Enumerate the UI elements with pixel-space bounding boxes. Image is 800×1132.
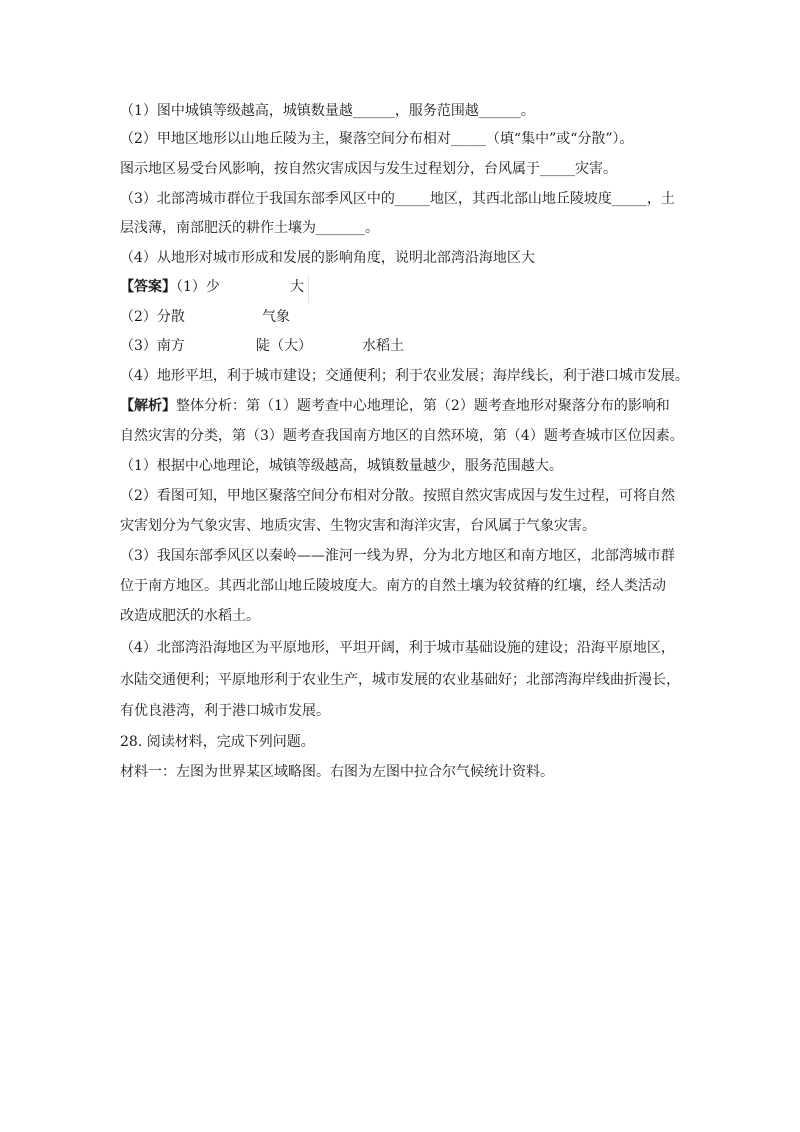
question-line-3: 图示地区易受台风影响，按自然灾害成因与发生过程划分，台风属于_____灾害。 bbox=[120, 161, 617, 177]
analysis-line: 自然灾害的分类，第（3）题考查我国南方地区的自然环境，第（4）题考查城市区位因素。 bbox=[120, 428, 684, 444]
answer-1-a: （1）少 bbox=[176, 279, 220, 295]
analysis-line: （1）根据中心地理论，城镇等级越高，城镇数量越少，服务范围越大。 bbox=[120, 458, 563, 474]
analysis-line: 有优良港湾，利于港口城市发展。 bbox=[120, 703, 330, 719]
question-line-6: （4）从地形对城市形成和发展的影响角度，说明北部湾沿海地区大 bbox=[120, 250, 535, 266]
analysis-line: 改造成肥沃的水稻土。 bbox=[120, 608, 260, 624]
question-line-5: 层浅薄，南部肥沃的耕作土壤为_______。 bbox=[120, 220, 379, 236]
answer-3-c: 水稻土 bbox=[362, 338, 404, 354]
answer-2-a: （2）分散 bbox=[120, 309, 185, 325]
question-28-material: 材料一：左图为世界某区域略图。右图为左图中拉合尔气候统计资料。 bbox=[120, 764, 554, 780]
answer-1-b: 大 bbox=[290, 279, 304, 295]
analysis-line: （2）看图可知，甲地区聚落空间分布相对分散。按照自然灾害成因与发生过程，可将自然 bbox=[120, 488, 675, 504]
analysis-line: 水陆交通便利；平原地形利于农业生产，城市发展的农业基础好；北部湾海岸线曲折漫长， bbox=[120, 672, 680, 688]
answer-row-1 bbox=[120, 277, 220, 297]
question-line-1: （1）图中城镇等级越高，城镇数量越______，服务范围越______。 bbox=[120, 103, 535, 119]
question-line-4: （3）北部湾城市群位于我国东部季风区中的_____地区，其西北部山地丘陵坡度_____，土 bbox=[120, 191, 675, 207]
analysis-first-line bbox=[120, 396, 670, 416]
answer-3-b: 陡（大） bbox=[256, 338, 312, 354]
question-line-2: （2）甲地区地形以山地丘陵为主，聚落空间分布相对_____（填“集中”或“分散”）。 bbox=[120, 131, 634, 147]
analysis-label: 【解析】 bbox=[120, 398, 176, 414]
answer-3-a: （3）南方 bbox=[120, 338, 185, 354]
question-28-title: 28. 阅读材料，完成下列问题。 bbox=[120, 734, 315, 750]
analysis-line: （4）北部湾沿海地区为平原地形，平坦开阔，利于城市基础设施的建设；沿海平原地区， bbox=[120, 640, 675, 656]
answer-label: 【答案】 bbox=[120, 279, 176, 295]
answer-2-b: 气象 bbox=[262, 309, 290, 325]
analysis-line: 位于南方地区。其西北部山地丘陵坡度大。南方的自然土壤为较贫瘠的红壤，经人类活动 bbox=[120, 578, 666, 594]
analysis-line: （3）我国东部季风区以秦岭——淮河一线为界，分为北方地区和南方地区，北部湾城市群 bbox=[120, 548, 675, 564]
analysis-intro: 整体分析：第（1）题考查中心地理论，第（2）题考查地形对聚落分布的影响和 bbox=[176, 398, 670, 414]
answer-row-4: （4）地形平坦，利于城市建设；交通便利；利于农业发展；海岸线长，利于港口城市发展。 bbox=[120, 368, 689, 384]
analysis-line: 灾害划分为气象灾害、地质灾害、生物灾害和海洋灾害，台风属于气象灾害。 bbox=[120, 518, 596, 534]
